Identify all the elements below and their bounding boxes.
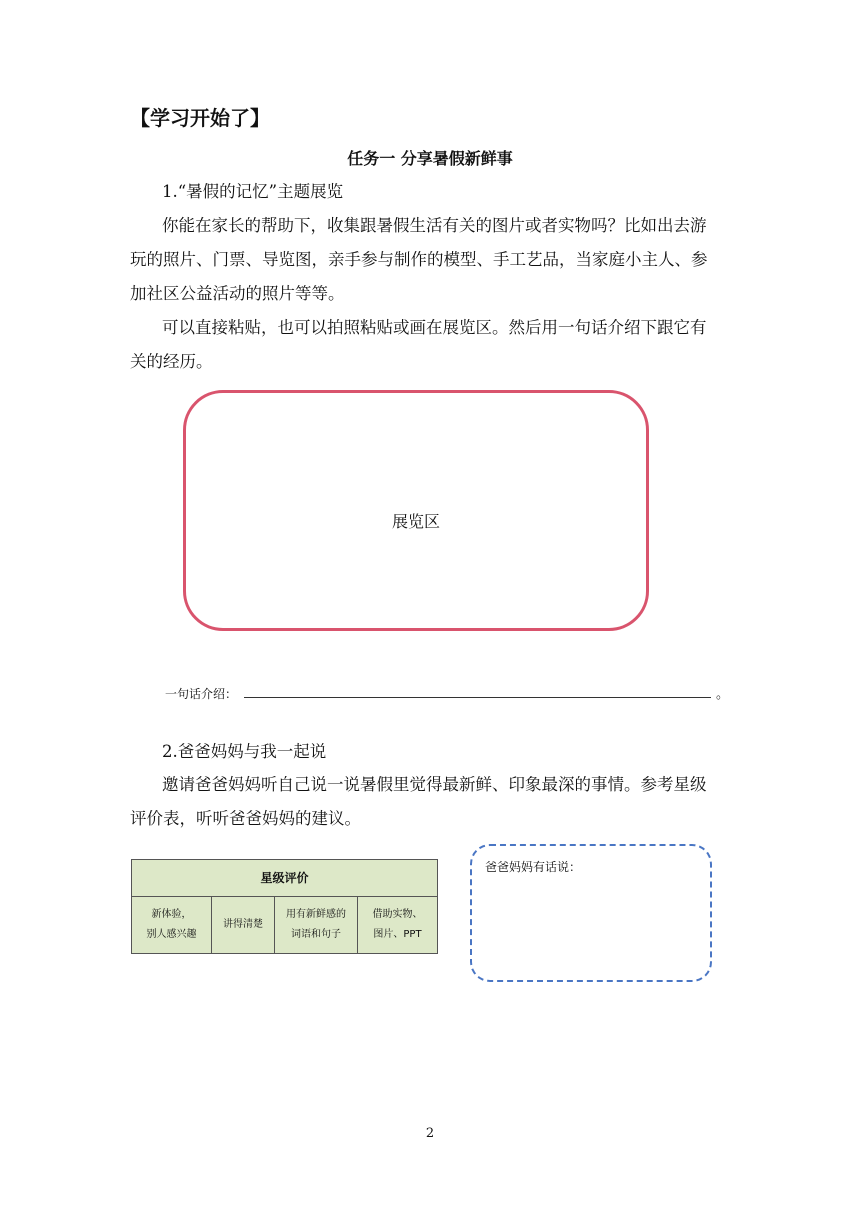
rating-criterion-cell bbox=[132, 897, 212, 954]
item2-title: 2.爸爸妈妈与我一起说 bbox=[162, 742, 327, 761]
item1-paragraph-line: 加社区公益活动的照片等等。 bbox=[130, 284, 345, 303]
rating-criterion-text: 词语和句子 bbox=[291, 929, 341, 940]
rating-criterion-cell bbox=[275, 897, 358, 954]
one-sentence-intro-period: 。 bbox=[716, 687, 730, 702]
item1-title: 1.“暑假的记忆”主题展览 bbox=[162, 182, 344, 201]
item1-paragraph-line: 关的经历。 bbox=[130, 352, 213, 371]
parents-comment-label: 爸爸妈妈有话说： bbox=[485, 860, 582, 874]
exhibition-area-label: 展览区 bbox=[391, 512, 440, 531]
rating-criterion-text: 新体验， bbox=[151, 909, 192, 920]
rating-table-title: 星级评价 bbox=[132, 860, 438, 897]
rating-criterion-text: 借助实物、 bbox=[372, 909, 423, 920]
rating-criterion-cell bbox=[358, 897, 438, 954]
item1-paragraph-line: 玩的照片、门票、导览图，亲手参与制作的模型、手工艺品，当家庭小主人、参 bbox=[130, 250, 708, 269]
star-rating-table bbox=[131, 859, 438, 954]
rating-criterion-text: 别人感兴趣 bbox=[146, 929, 197, 940]
item1-paragraph-line: 可以直接粘贴，也可以拍照粘贴或画在展览区。然后用一句话介绍下跟它有 bbox=[162, 318, 707, 337]
rating-criterion-text: 用有新鲜感的 bbox=[286, 909, 346, 920]
page-number: 2 bbox=[425, 1126, 435, 1141]
rating-criterion-text: 讲得清楚 bbox=[223, 919, 263, 930]
item1-paragraph-line: 你能在家长的帮助下，收集跟暑假生活有关的图片或者实物吗？比如出去游 bbox=[162, 216, 707, 235]
one-sentence-intro-label: 一句话介绍： bbox=[165, 687, 238, 701]
section-heading: 【学习开始了】 bbox=[130, 106, 270, 130]
rating-criterion-cell bbox=[212, 897, 275, 954]
item2-paragraph-line: 评价表，听听爸爸妈妈的建议。 bbox=[130, 809, 361, 828]
item2-paragraph-line: 邀请爸爸妈妈听自己说一说暑假里觉得最新鲜、印象最深的事情。参考星级 bbox=[162, 775, 707, 794]
task-title: 任务一 分享暑假新鲜事 bbox=[347, 149, 513, 168]
one-sentence-intro-blank[interactable] bbox=[244, 697, 711, 698]
rating-criterion-text: 图片、PPT bbox=[373, 929, 422, 940]
